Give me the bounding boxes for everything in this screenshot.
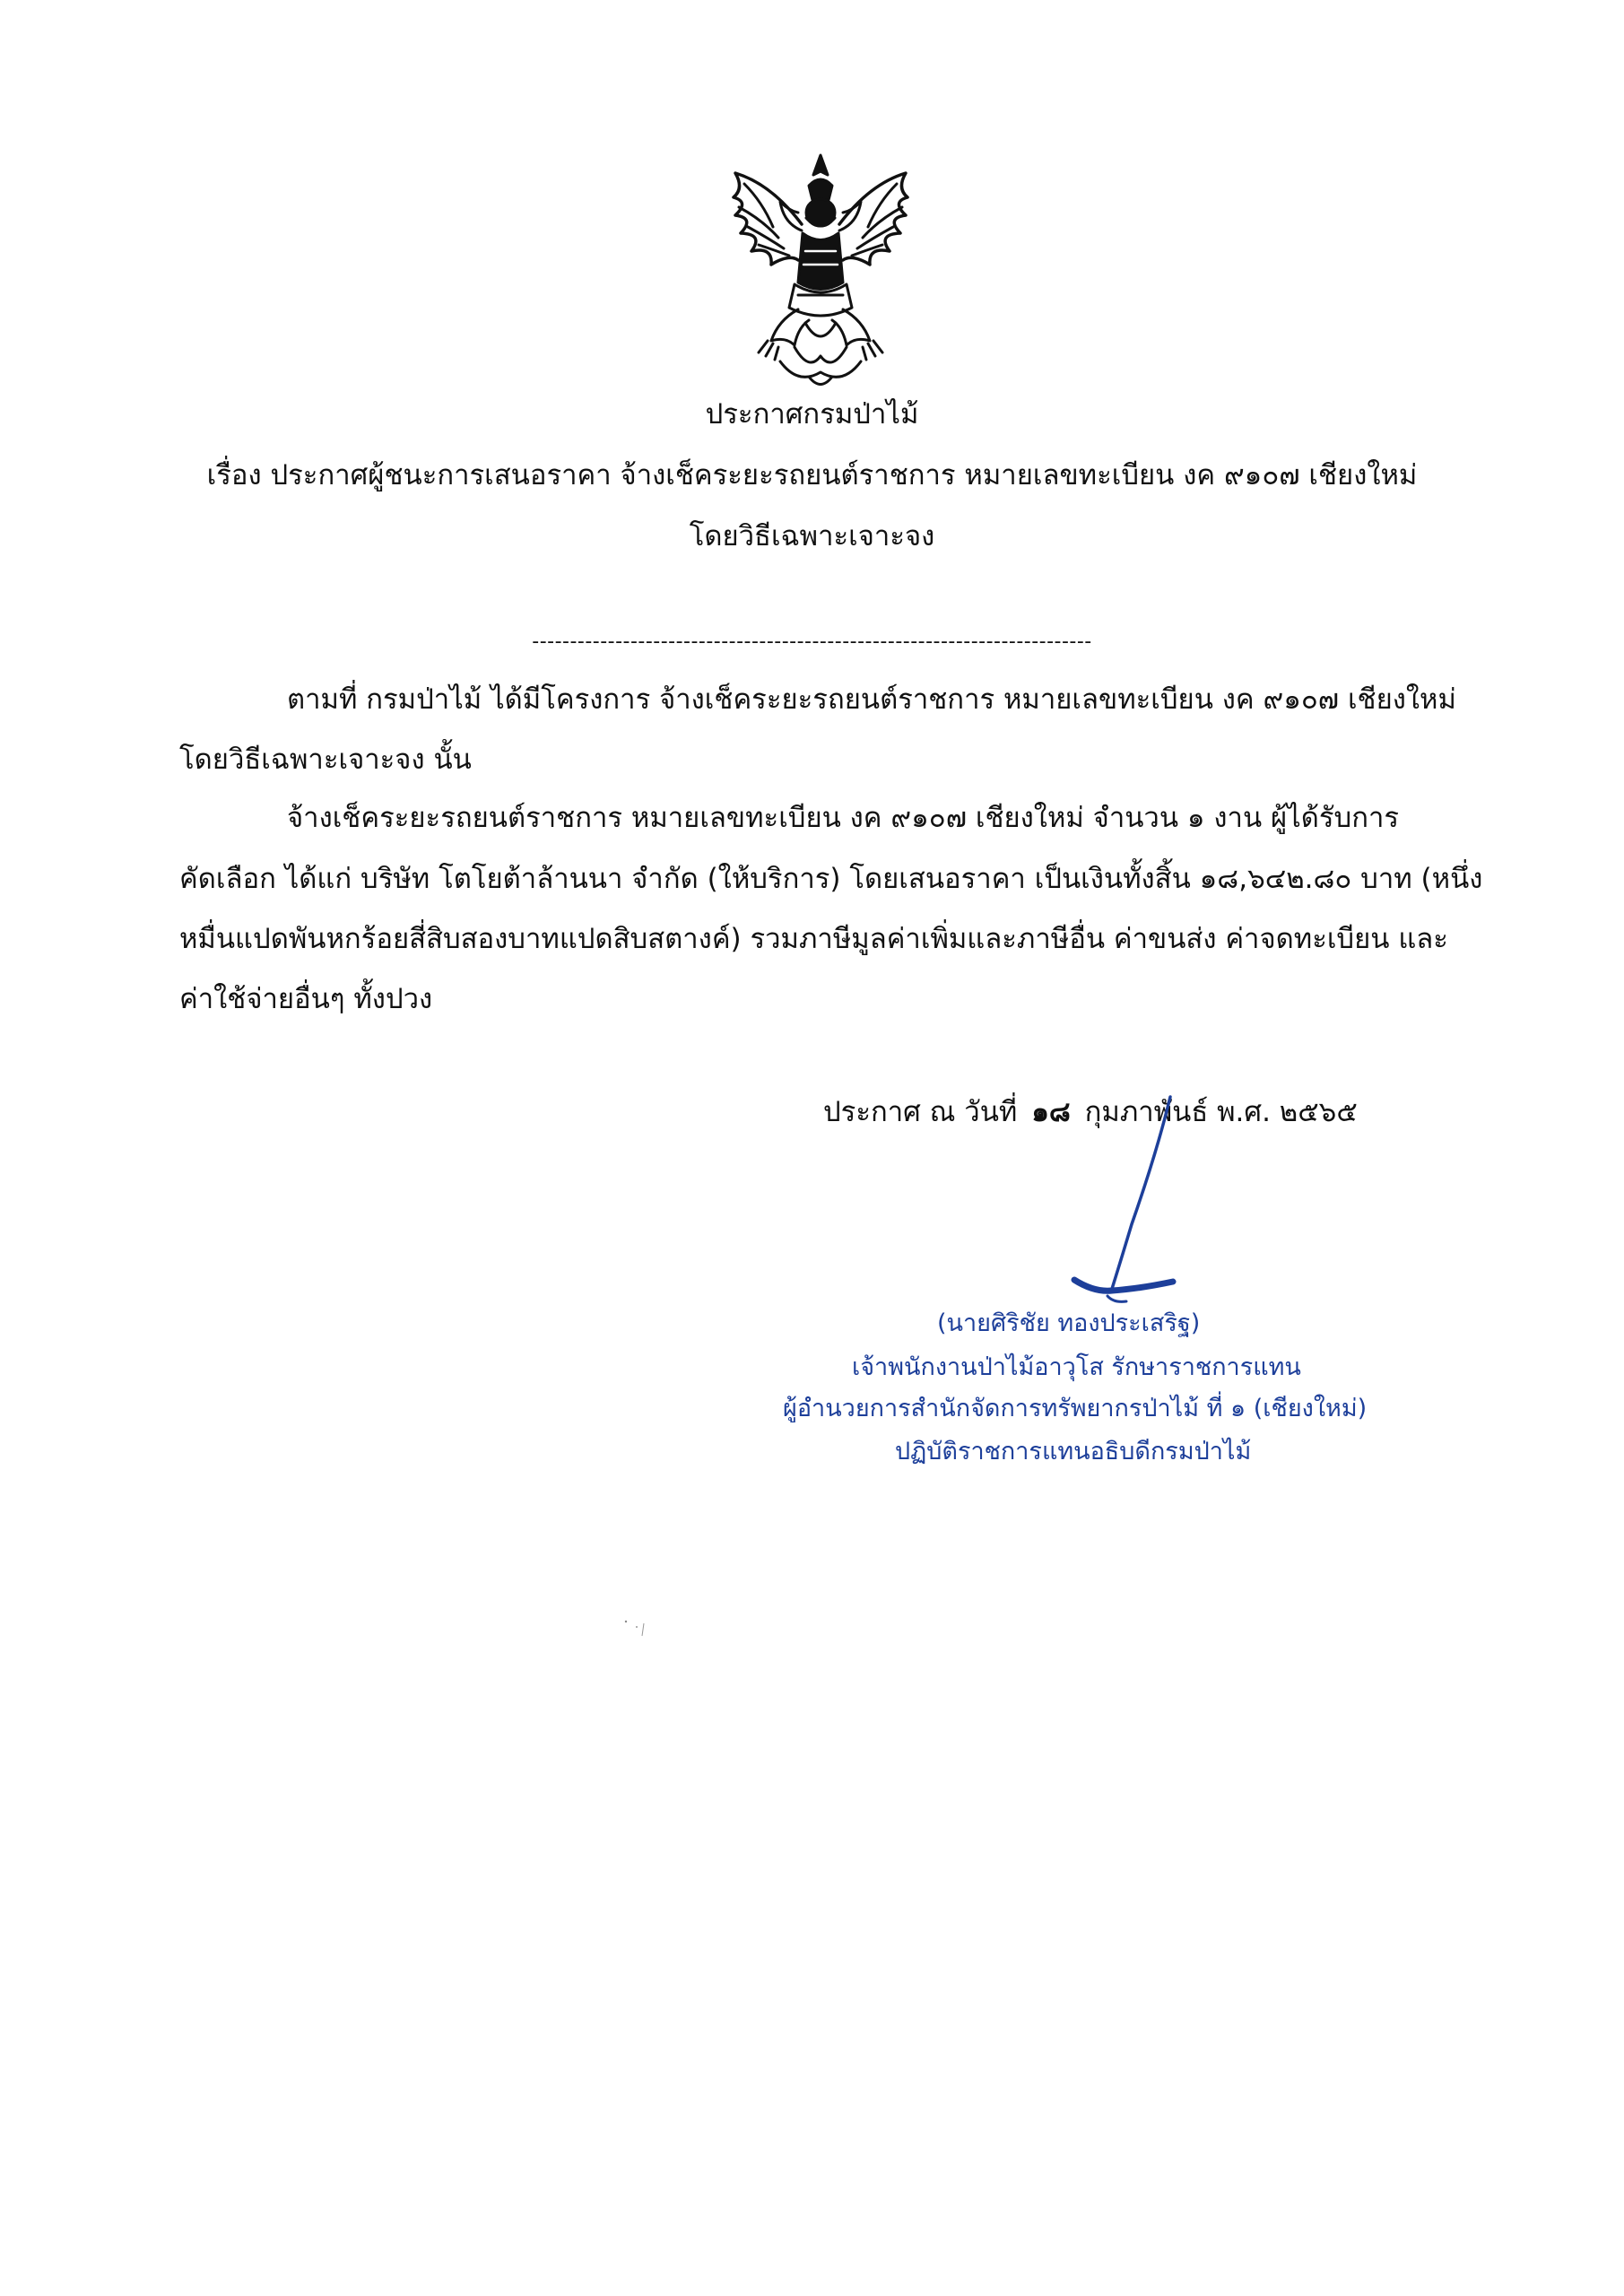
handwritten-signature-icon	[1058, 1090, 1202, 1323]
signatory-name: (นายศิริชัย ทองประเสริฐ)	[937, 1309, 1201, 1337]
garuda-emblem-icon	[708, 148, 933, 395]
paragraph-2-line-3: หมื่นแปดพันหกร้อยสี่สิบสองบาทแปดสิบสตางค์) รวมภาษีมูลค่าเพิ่มและภาษีอื่น ค่าขนส่ง ค่าจดทะเบียน และ	[179, 923, 1448, 955]
scan-speck-icon	[619, 1614, 655, 1650]
subject-line-1: เรื่อง ประกาศผู้ชนะการเสนอราคา จ้างเช็คระยะรถยนต์ราชการ หมายเลขทะเบียน งค ๙๑๐๗ เชียงใหม่	[206, 459, 1418, 491]
paragraph-1-line-1: ตามที่ กรมป่าไม้ ได้มีโครงการ จ้างเช็คระยะรถยนต์ราชการ หมายเลขทะเบียน งค ๙๑๐๗ เชียงใหม่	[287, 683, 1456, 716]
document-title: ประกาศกรมป่าไม้	[705, 398, 919, 430]
divider: --------------------------------------------------------------------------	[532, 631, 1092, 653]
signatory-position-3: ปฏิบัติราชการแทนอธิบดีกรมป่าไม้	[895, 1438, 1252, 1465]
date-prefix: ประกาศ ณ วันที่	[823, 1096, 1018, 1128]
subject-line-2: โดยวิธีเฉพาะเจาะจง	[689, 520, 935, 552]
paragraph-2-line-1: จ้างเช็คระยะรถยนต์ราชการ หมายเลขทะเบียน งค ๙๑๐๗ เชียงใหม่ จำนวน ๑ งาน ผู้ได้รับการ	[287, 802, 1400, 834]
signatory-position-1: เจ้าพนักงานป่าไม้อาวุโส รักษาราชการแทน	[852, 1353, 1301, 1381]
signatory-position-2: ผู้อำนวยการสำนักจัดการทรัพยากรป่าไม้ ที่ ๑ (เชียงใหม่)	[783, 1395, 1368, 1422]
date-day: ๑๘	[1031, 1096, 1071, 1128]
paragraph-2-line-2: คัดเลือก ได้แก่ บริษัท โตโยต้าล้านนา จำกัด (ให้บริการ) โดยเสนอราคา เป็นเงินทั้งสิ้น ๑๘,๖๔๒.๘๐ บาท (หนึ่ง	[179, 863, 1483, 895]
paragraph-1-line-2: โดยวิธีเฉพาะเจาะจง นั้น	[179, 744, 472, 776]
date-month-year: กุมภาพันธ์ พ.ศ. ๒๕๖๕	[1084, 1096, 1358, 1128]
paragraph-2-line-4: ค่าใช้จ่ายอื่นๆ ทั้งปวง	[179, 983, 433, 1015]
